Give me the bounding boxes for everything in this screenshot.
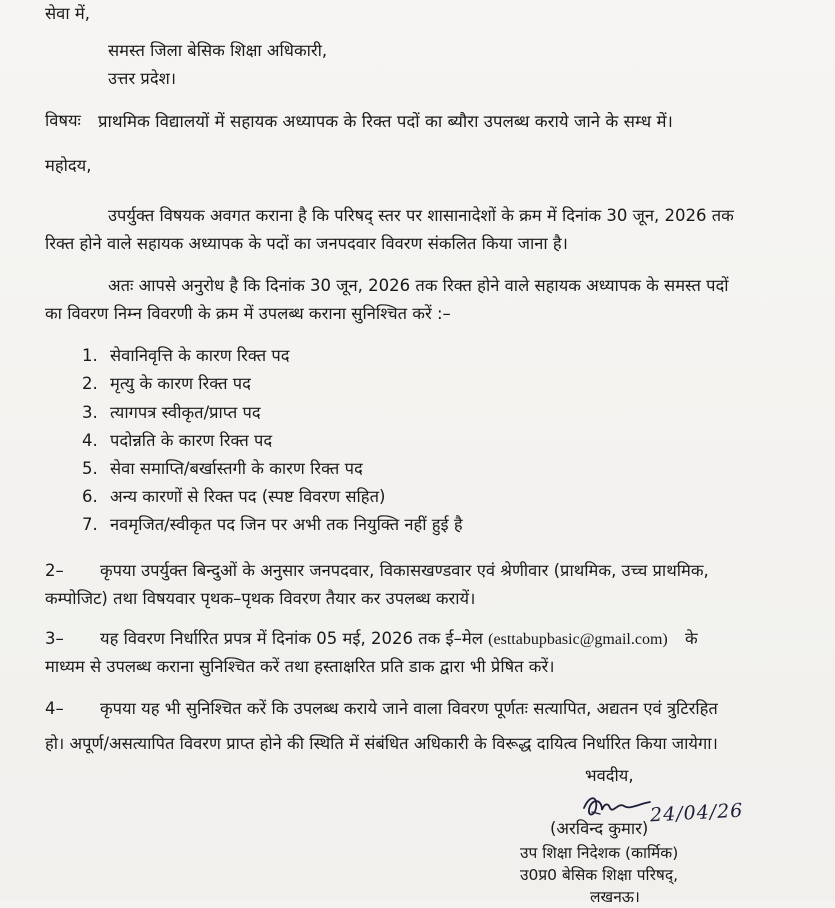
email-address: (esttabupbasic@gmail.com) bbox=[488, 631, 668, 648]
list-item-text: सेवानिवृत्ति के कारण रिक्त पद bbox=[110, 346, 290, 365]
point4-line2: हो। अपूर्ण/असत्यापित विवरण प्राप्त होने की स्थिति में संबंधित अधिकारी के विरूद्ध दायित्व निर्धारित किया जायेगा। bbox=[45, 734, 718, 753]
list-item-text: अन्य कारणों से रिक्त पद (स्पष्ट विवरण सहित) bbox=[110, 487, 386, 506]
point3-line1 bbox=[100, 628, 698, 651]
para2-line2: का विवरण निम्न विवरणी के क्रम में उपलब्ध कराना सुनिश्चित करें :– bbox=[45, 304, 451, 323]
para2-line1: अतः आपसे अनुरोध है कि दिनांक 30 जून, 2026 तक रिक्त होने वाले सहायक अध्यापक के समस्त पदों bbox=[108, 276, 729, 295]
para1-line2: रिक्त होने वाले सहायक अध्यापक के पदों का जनपदवार विवरण संकलित किया जाना है। bbox=[45, 234, 568, 253]
list-item-number: 6. bbox=[82, 487, 98, 506]
list-item-number: 5. bbox=[82, 459, 98, 478]
para1-line1: उपर्युक्त विषयक अवगत कराना है कि परिषद् स्तर पर शासानादेशों के क्रम में दिनांक 30 जून, 2026 तक bbox=[108, 206, 734, 225]
point4-line1: कृपया यह भी सुनिश्चित करें कि उपलब्ध कराये जाने वाला विवरण पूर्णतः सत्यापित, अद्यतन एवं त्रुटिरहित bbox=[100, 699, 718, 718]
list-item bbox=[82, 430, 272, 452]
point3-number: 3– bbox=[45, 629, 64, 648]
list-item bbox=[82, 402, 261, 424]
signatory-designation: उप शिक्षा निदेशक (कार्मिक) bbox=[520, 844, 679, 862]
list-item-number: 1. bbox=[82, 346, 98, 365]
point2-line1: कृपया उपर्युक्त बिन्दुओं के अनुसार जनपदवार, विकासखण्डवार एवं श्रेणीवार (प्राथमिक, उच्च प्राथमिक, bbox=[100, 561, 709, 580]
point3-line2: माध्यम से उपलब्ध कराना सुनिश्चित करें तथा हस्ताक्षरित प्रति डाक द्वारा भी प्रेषित करें। bbox=[45, 657, 555, 676]
list-item bbox=[82, 486, 385, 508]
list-item bbox=[82, 345, 290, 367]
list-item-number: 2. bbox=[82, 374, 98, 393]
point4-number: 4– bbox=[45, 699, 64, 718]
signature-date: 24/04/26 bbox=[649, 799, 744, 827]
list-item-number: 4. bbox=[82, 431, 98, 450]
point2-number: 2– bbox=[45, 561, 64, 580]
point3-line1-end: के bbox=[685, 629, 698, 648]
subject-label: विषयः bbox=[45, 111, 81, 130]
signatory-city: लखनऊ। bbox=[590, 888, 640, 906]
list-item-text: मृत्यु के कारण रिक्त पद bbox=[110, 374, 251, 393]
list-item-text: पदोन्नति के कारण रिक्त पद bbox=[110, 431, 273, 450]
point2-line2: कम्पोजिट) तथा विषयवार पृथक–पृथक विवरण तैयार कर उपलब्ध करायें। bbox=[45, 589, 476, 608]
salutation-to: सेवा में, bbox=[45, 4, 90, 23]
list-item-text: सेवा समाप्ति/बर्खास्तगी के कारण रिक्त पद bbox=[110, 459, 363, 478]
list-item bbox=[82, 458, 363, 480]
greeting: महोदय, bbox=[45, 156, 92, 175]
list-item bbox=[82, 514, 463, 536]
list-item-text: नवमृजित/स्वीकृत पद जिन पर अभी तक नियुक्ति नहीं हुई है bbox=[110, 515, 463, 534]
point3-line1-text: यह विवरण निर्धारित प्रपत्र में दिनांक 05 मई, 2026 तक ई–मेल bbox=[100, 629, 483, 648]
recipient-line1: समस्त जिला बेसिक शिक्षा अधिकारी, bbox=[108, 41, 328, 60]
list-item-number: 7. bbox=[82, 515, 98, 534]
signatory-office: उ0प्र0 बेसिक शिक्षा परिषद्, bbox=[520, 866, 679, 884]
valediction: भवदीय, bbox=[585, 766, 634, 785]
signatory-name: (अरविन्द कुमार) bbox=[550, 819, 649, 838]
subject-text: प्राथमिक विद्यालयों में सहायक अध्यापक के रिक्त पदों का ब्यौरा उपलब्ध कराये जाने के सम्ध में। bbox=[98, 111, 673, 131]
list-item bbox=[82, 373, 251, 395]
list-item-text: त्यागपत्र स्वीकृत/प्राप्त पद bbox=[110, 403, 261, 422]
list-item-number: 3. bbox=[82, 403, 98, 422]
recipient-line2: उत्तर प्रदेश। bbox=[108, 69, 177, 88]
